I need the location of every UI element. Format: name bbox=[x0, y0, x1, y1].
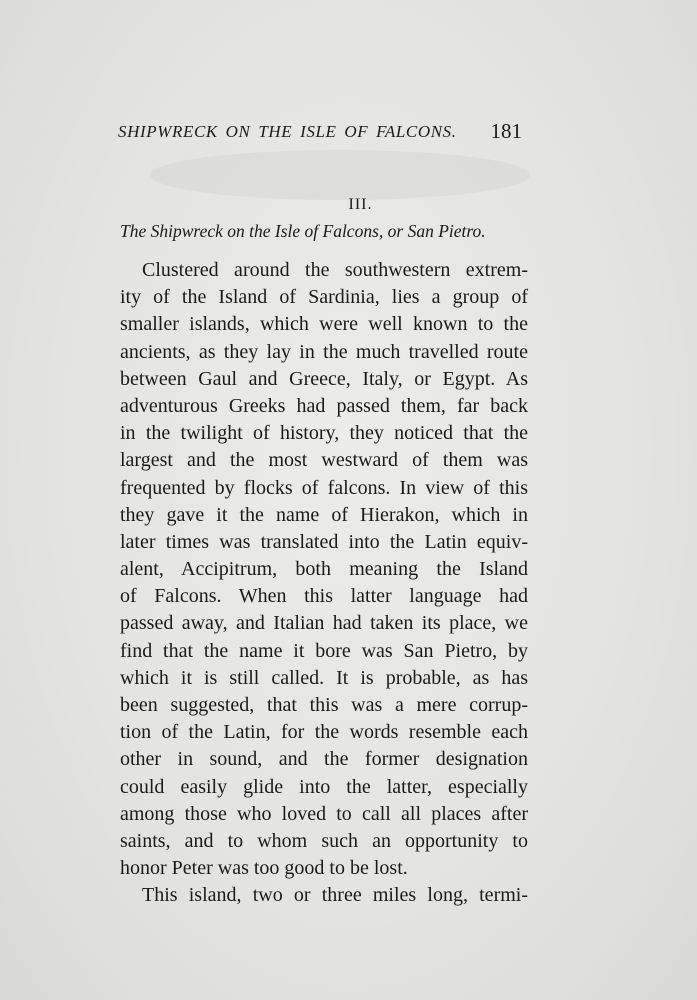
text-line: smaller islands, which were well known to the bbox=[120, 313, 528, 336]
text-line: saints, and to whom such an opportunity to bbox=[120, 829, 528, 852]
body-text bbox=[120, 257, 528, 910]
text-line: tion of the Latin, for the words resemble each bbox=[120, 721, 528, 744]
page-header bbox=[118, 119, 528, 148]
text-line: passed away, and Italian had taken its place, we bbox=[120, 612, 528, 635]
text-line: honor Peter was too good to be lost. bbox=[120, 857, 408, 880]
text-line: which it is still called. It is probable, as has bbox=[120, 666, 528, 689]
text-line: find that the name it bore was San Pietro, by bbox=[120, 639, 528, 662]
text-line: ity of the Island of Sardinia, lies a group of bbox=[120, 286, 528, 309]
text-line: adventurous Greeks had passed them, far back bbox=[120, 394, 528, 417]
text-line: in the twilight of history, they noticed that the bbox=[120, 422, 528, 445]
text-line: could easily glide into the latter, especially bbox=[120, 775, 528, 798]
text-line: alent, Accipitrum, both meaning the Island bbox=[120, 558, 528, 581]
text-line: they gave it the name of Hierakon, which in bbox=[120, 503, 528, 526]
section-title: The Shipwreck on the Isle of Falcons, or San Pietro. bbox=[120, 221, 486, 241]
text-line: of Falcons. When this latter language had bbox=[120, 585, 528, 608]
text-line: This island, two or three miles long, termi- bbox=[142, 884, 528, 907]
text-line: between Gaul and Greece, Italy, or Egypt. As bbox=[120, 367, 528, 390]
text-line: later times was translated into the Latin equiv- bbox=[120, 530, 528, 553]
text-line: Clustered around the southwestern extrem- bbox=[142, 259, 528, 281]
section-numeral: III. bbox=[348, 196, 373, 213]
bleed-through-smudge bbox=[150, 150, 530, 200]
text-line: been suggested, that this was a mere corrup- bbox=[120, 694, 528, 716]
text-line: ancients, as they lay in the much travelled route bbox=[120, 340, 528, 363]
text-line: among those who loved to call all places after bbox=[120, 802, 528, 825]
running-title: SHIPWRECK ON THE ISLE OF FALCONS. bbox=[118, 122, 457, 141]
page-number: 181 bbox=[490, 119, 522, 143]
text-line: largest and the most westward of them was bbox=[120, 449, 528, 472]
text-line: other in sound, and the former designation bbox=[120, 748, 528, 771]
text-line: frequented by flocks of falcons. In view of this bbox=[120, 476, 528, 499]
